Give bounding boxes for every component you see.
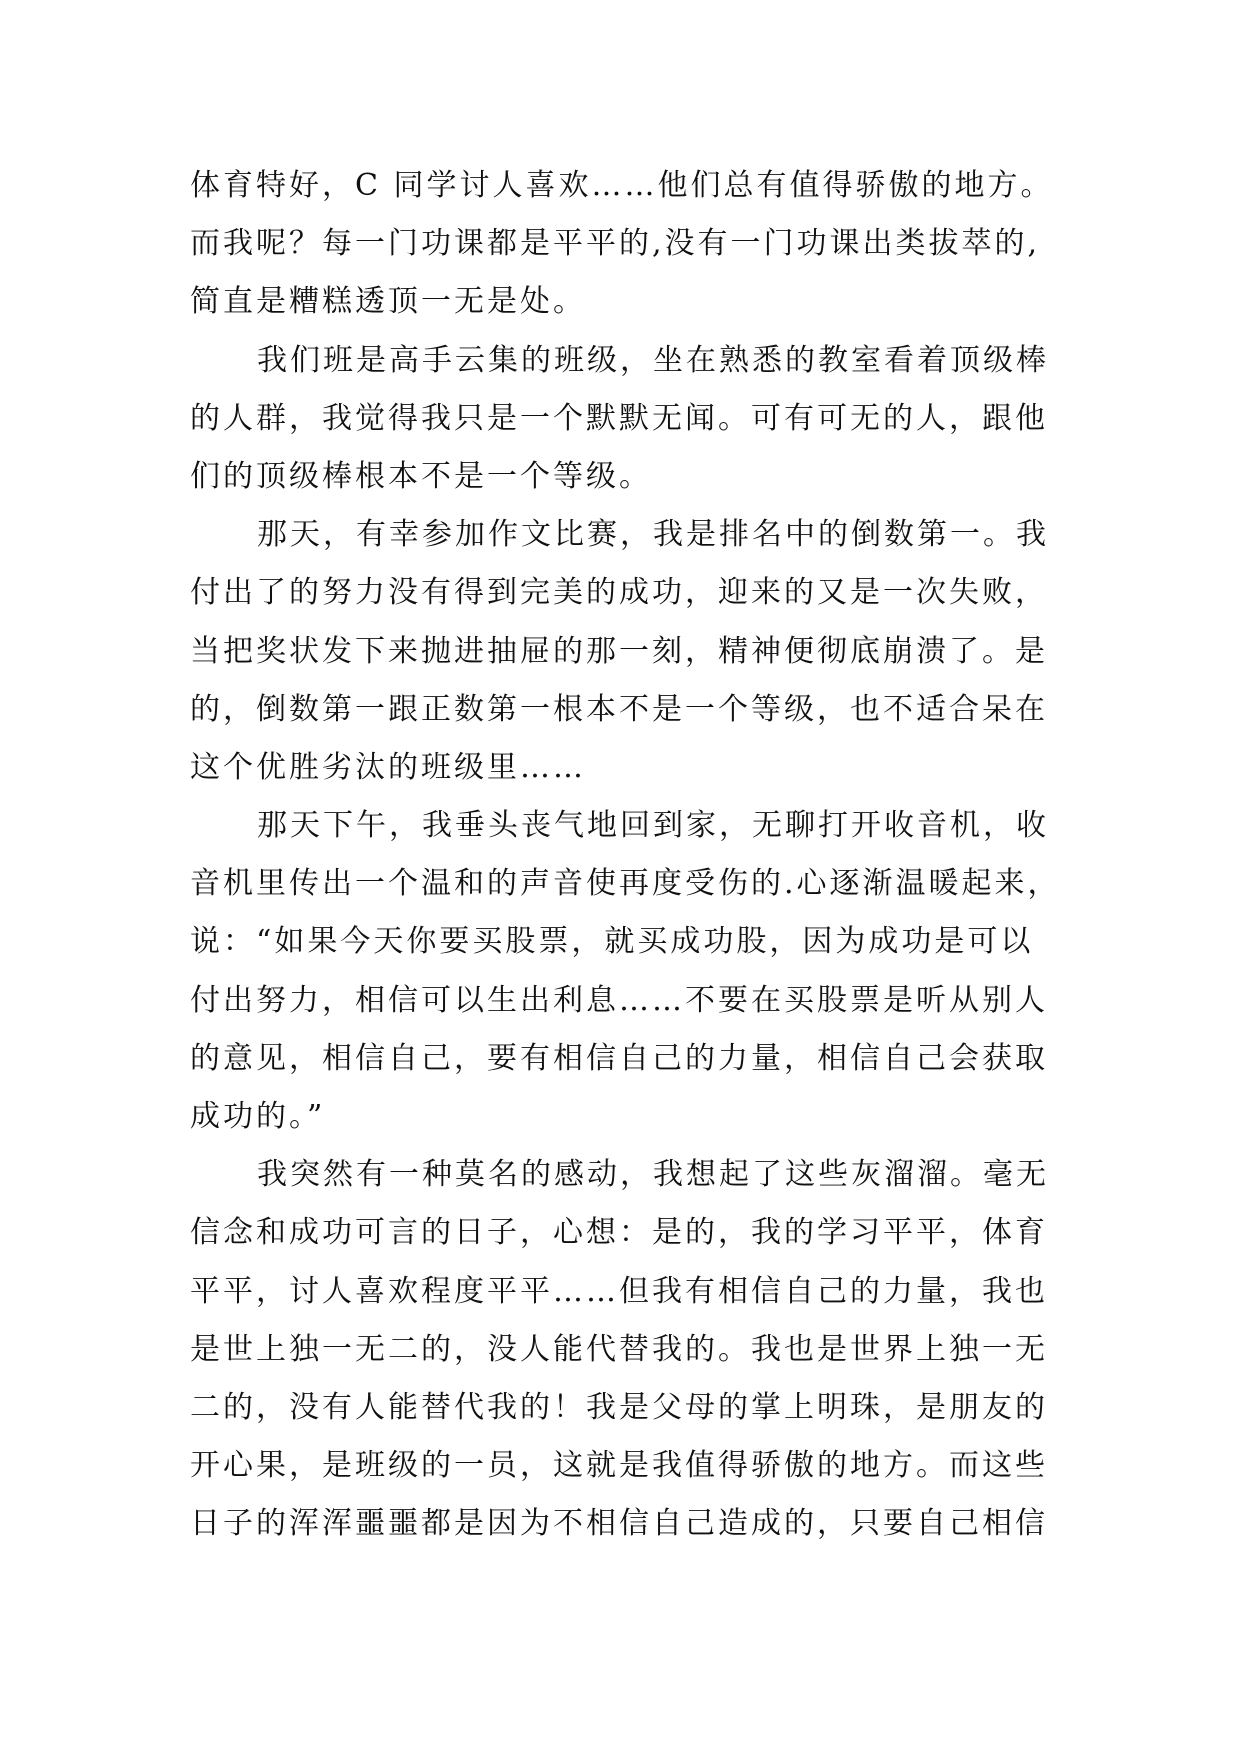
text-line: 付出努力，相信可以生出利息……不要在买股票是听从别人 [190, 982, 1048, 1018]
text-line: 的意见，相信自己，要有相信自己的力量，相信自己会获取 [190, 1040, 1048, 1076]
text-line: 这个优胜劣汰的班级里…… [190, 749, 586, 785]
text-line: 体育特好，C 同学讨人喜欢……他们总有值得骄傲的地方。 [190, 168, 1054, 203]
text-line: 成功的。” [190, 1099, 326, 1134]
text-line: 平平，讨人喜欢程度平平……但我有相信自己的力量，我也 [190, 1273, 1048, 1309]
body-text [190, 157, 1061, 1554]
paragraph-first-line: 我们班是高手云集的班级，坐在熟悉的教室看着顶级棒 [257, 342, 1049, 378]
text-line: 而我呢？每一门功课都是平平的,没有一门功课出类拔萃的, [190, 226, 1041, 262]
paragraph-first-line: 那天下午，我垂头丧气地回到家，无聊打开收音机，收 [257, 808, 1049, 844]
text-line: 日子的浑浑噩噩都是因为不相信自己造成的，只要自己相信 [190, 1506, 1048, 1542]
text-line: 说：“如果今天你要买股票，就买成功股，因为成功是可以 [190, 924, 1034, 960]
text-line: 的，倒数第一跟正数第一根本不是一个等级，也不适合呆在 [190, 691, 1048, 727]
paragraph-first-line: 我突然有一种莫名的感动，我想起了这些灰溜溜。毫无 [257, 1157, 1049, 1193]
text-line: 的人群，我觉得我只是一个默默无闻。可有可无的人，跟他 [190, 400, 1048, 436]
text-line: 付出了的努力没有得到完美的成功，迎来的又是一次失败， [190, 575, 1048, 611]
text-line: 开心果，是班级的一员，这就是我值得骄傲的地方。而这些 [190, 1448, 1048, 1484]
text-line: 信念和成功可言的日子，心想：是的，我的学习平平，体育 [190, 1215, 1048, 1251]
text-line: 们的顶级棒根本不是一个等级。 [190, 458, 652, 494]
paragraph-first-line: 那天，有幸参加作文比赛，我是排名中的倒数第一。我 [257, 517, 1049, 553]
text-line: 简直是糟糕透顶一无是处。 [190, 284, 586, 320]
text-line: 二的，没有人能替代我的！我是父母的掌上明珠，是朋友的 [190, 1389, 1048, 1425]
text-line: 当把奖状发下来抛进抽屉的那一刻，精神便彻底崩溃了。是 [190, 633, 1048, 669]
text-line: 是世上独一无二的，没人能代替我的。我也是世界上独一无 [190, 1331, 1048, 1367]
text-line: 音机里传出一个温和的声音使再度受伤的.心逐渐温暖起来， [190, 866, 1061, 902]
